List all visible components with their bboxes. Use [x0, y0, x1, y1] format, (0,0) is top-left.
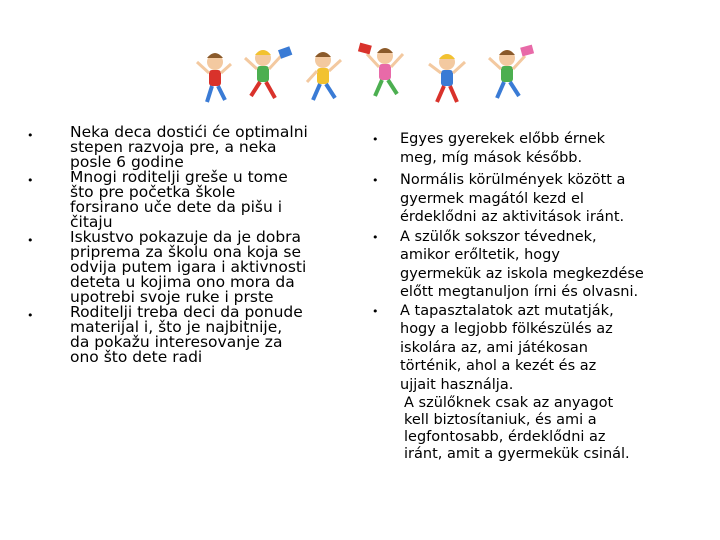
list-item: • Iskustvo pokazuje da je dobra priprema za školu ona koja se odvija putem igara i aktivnosti deteta u kojima ono mora da upotrebi svoje ruke i prste — [70, 230, 360, 305]
child-figure — [429, 54, 465, 102]
list-item: • Egyes gyerekek előbb érnek meg, míg mások később. — [400, 130, 710, 167]
list-item: • Roditelji treba deci da ponude materijal i, što je najbitnije, da pokažu interesovanje za ono što dete radi — [70, 305, 360, 365]
child-figure — [489, 45, 534, 98]
child-figure — [245, 46, 292, 98]
list-item: • Neka deca dostići će optimalni stepen razvoja pre, a neka posle 6 godine — [70, 125, 360, 170]
list-item: • Mnogi roditelji greše u tome što pre početka škole forsirano uče dete da pišu i čitaju — [70, 170, 360, 230]
hungarian-bullet-list — [400, 130, 710, 463]
list-item: • A tapasztalatok azt mutatják, hogy a legjobb fölkészülés az iskolára az, ami játékosan történik, ahol a kezét és az ujjait használja. — [400, 302, 710, 395]
list-item: • Normális körülmények között a gyermek magától kezd el érdeklődni az aktivitások iránt. — [400, 171, 710, 227]
child-figure — [307, 52, 341, 100]
closing-paragraph: A szülőknek csak az anyagot kell biztosítaniuk, és ami a legfontosabb, érdeklődni az iránt, amit a gyermekük csinál. — [404, 395, 630, 462]
serbian-bullet-list — [70, 125, 360, 365]
children-jumping-with-books-icon — [195, 40, 535, 112]
child-figure — [358, 43, 403, 96]
child-figure — [197, 53, 231, 102]
list-item: • A szülők sokszor tévednek, amikor erőltetik, hogy gyermekük az iskola megkezdése előtt megtanuljon írni és olvasni. — [400, 228, 710, 302]
